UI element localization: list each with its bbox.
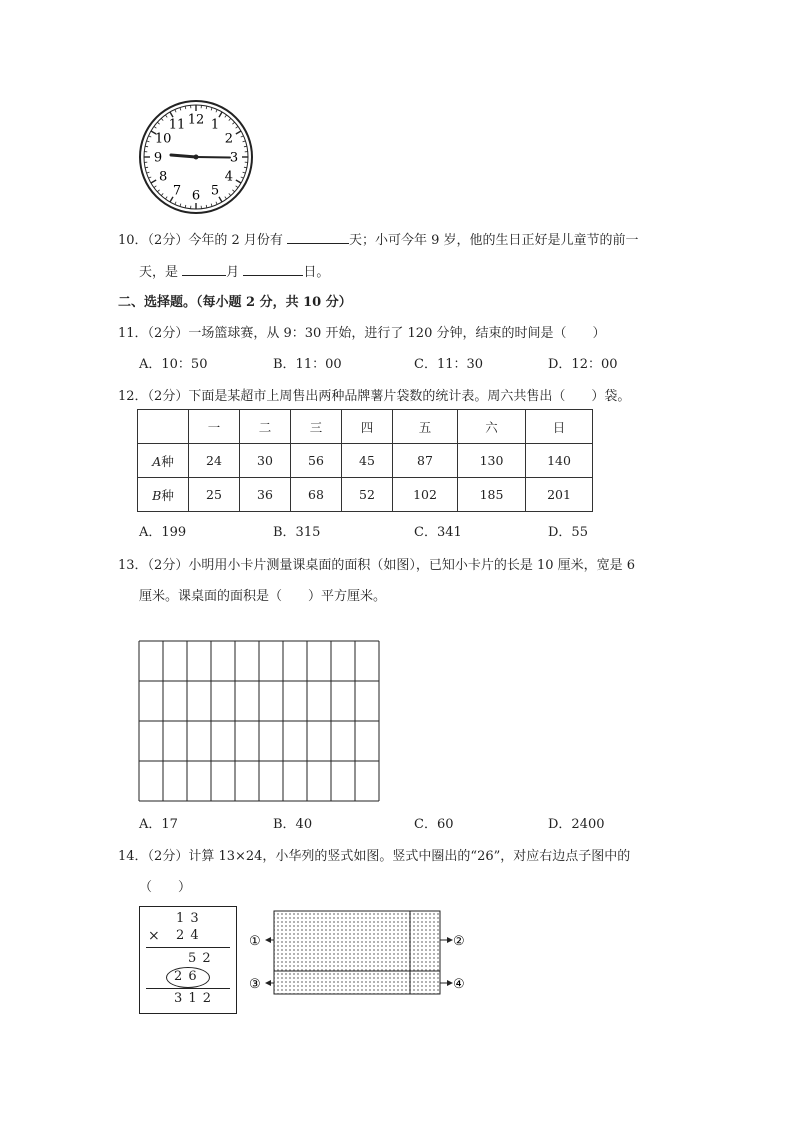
q13-option-a[interactable]: A．17 [139, 817, 178, 832]
table-cell: 30 [240, 444, 291, 478]
clock-number: 8 [158, 169, 168, 185]
q10-blank-days[interactable] [287, 231, 349, 244]
q14-line2: （ ） [139, 880, 192, 895]
q13-card-grid [138, 640, 382, 804]
table-header-cell: 五 [393, 410, 458, 444]
clock-number: 4 [224, 169, 234, 185]
q14-line1: 14．（2分）计算 13×24，小华列的竖式如图。竖式中圈出的“26”，对应右边点子图中的 [118, 849, 631, 864]
q12-option-d[interactable]: D．55 [548, 525, 588, 540]
q11-option-b[interactable]: B．11：00 [273, 357, 342, 372]
q10-blank-day[interactable] [243, 263, 303, 276]
q11-option-a[interactable]: A．10：50 [139, 357, 208, 372]
clock-number: 7 [172, 183, 182, 199]
marker-2: ② [453, 934, 465, 949]
clock-number: 5 [210, 183, 220, 199]
table-cell: 25 [189, 478, 240, 512]
clock-number: 9 [153, 150, 163, 166]
table-cell: 68 [291, 478, 342, 512]
table-header-cell: 日 [526, 410, 593, 444]
table-cell: 87 [393, 444, 458, 478]
clock-hour-hand [171, 155, 196, 157]
q13-option-d[interactable]: D．2400 [548, 817, 605, 832]
q13-option-b[interactable]: B．40 [273, 817, 313, 832]
q10-line2-suffix: 日。 [303, 265, 330, 280]
row-label-suffix: 种 [161, 487, 174, 503]
table-header-row [138, 410, 593, 444]
q11-text: 11．（2分）一场篮球赛，从 9：30 开始，进行了 120 分钟，结束的时间是（ ） [118, 326, 606, 341]
vm-row5: 3 1 2 [174, 991, 213, 1006]
table-cell: 52 [342, 478, 393, 512]
q12-option-b[interactable]: B．315 [273, 525, 321, 540]
marker-3: ③ [249, 977, 261, 992]
vm-row2: 2 4 [176, 928, 200, 943]
vm-rule-1 [146, 947, 230, 948]
table-header-cell: 六 [458, 410, 526, 444]
q10-blank-month[interactable] [182, 263, 226, 276]
q13-line1: 13．（2分）小明用小卡片测量课桌面的面积（如图），已知小卡片的长是 10 厘米，宽是 6 [118, 558, 636, 573]
q12-option-a[interactable]: A．199 [139, 525, 187, 540]
q10-line2-mid: 月 [226, 265, 240, 280]
row-label-letter: B [152, 487, 162, 503]
table-header-cell: 二 [240, 410, 291, 444]
clock-number: 6 [191, 188, 201, 204]
row-label [138, 444, 189, 478]
vm-row3: 5 2 [188, 951, 212, 966]
q12-option-c[interactable]: C．341 [414, 525, 462, 540]
vm-row1: 1 3 [176, 911, 200, 926]
marker-1: ① [249, 934, 261, 949]
q10-line1 [118, 229, 639, 248]
q13-line2: 厘米。课桌面的面积是（ ）平方厘米。 [139, 589, 387, 604]
clock-number: 11 [168, 117, 186, 133]
table-cell: 201 [526, 478, 593, 512]
marker-4: ④ [453, 977, 465, 992]
clock-figure [136, 100, 256, 216]
vm-rule-2 [146, 988, 230, 989]
clock-number: 10 [154, 131, 172, 147]
table-header-cell: 四 [342, 410, 393, 444]
vertical-multiplication [139, 906, 237, 1014]
table-cell: 102 [393, 478, 458, 512]
table-cell: 185 [458, 478, 526, 512]
table-cell: 45 [342, 444, 393, 478]
table-header-cell: 一 [189, 410, 240, 444]
table-cell: 24 [189, 444, 240, 478]
table-row [138, 444, 593, 478]
vm-times-sign: × [148, 928, 160, 944]
dot-diagram [248, 908, 474, 998]
q10-line1-suffix: 天；小可今年 9 岁，他的生日正好是儿童节的前一 [349, 233, 639, 248]
card-grid-lines [139, 641, 379, 801]
row-label-suffix: 种 [161, 453, 174, 469]
table-header-cell [138, 410, 189, 444]
q10-line2 [139, 261, 329, 280]
q13-option-c[interactable]: C．60 [414, 817, 454, 832]
q12-stats-table [137, 409, 593, 512]
q11-option-d[interactable]: D．12：00 [548, 357, 618, 372]
clock-number: 3 [229, 150, 239, 166]
clock-center-pin [194, 155, 199, 160]
dot-field [274, 911, 440, 994]
q10-line2-prefix: 天，是 [139, 265, 179, 280]
clock-number: 1 [210, 117, 220, 133]
table-cell: 36 [240, 478, 291, 512]
q11-option-c[interactable]: C．11：30 [414, 357, 484, 372]
clock-number: 2 [224, 131, 234, 147]
clock-minute-hand [196, 157, 230, 158]
q12-text: 12．（2分）下面是某超市上周售出两种品牌薯片袋数的统计表。周六共售出（ ）袋。 [118, 389, 631, 404]
section-title: 二、选择题。（每小题 2 分，共 10 分） [118, 295, 352, 310]
table-cell: 56 [291, 444, 342, 478]
table-cell: 130 [458, 444, 526, 478]
vm-row4: 2 6 [174, 969, 198, 984]
row-label-letter: A [152, 453, 162, 469]
table-header-cell: 三 [291, 410, 342, 444]
clock-number: 12 [187, 112, 205, 128]
q10-line1-prefix: 10．（2分）今年的 2 月份有 [118, 233, 283, 248]
table-row [138, 478, 593, 512]
table-cell: 140 [526, 444, 593, 478]
row-label [138, 478, 189, 512]
